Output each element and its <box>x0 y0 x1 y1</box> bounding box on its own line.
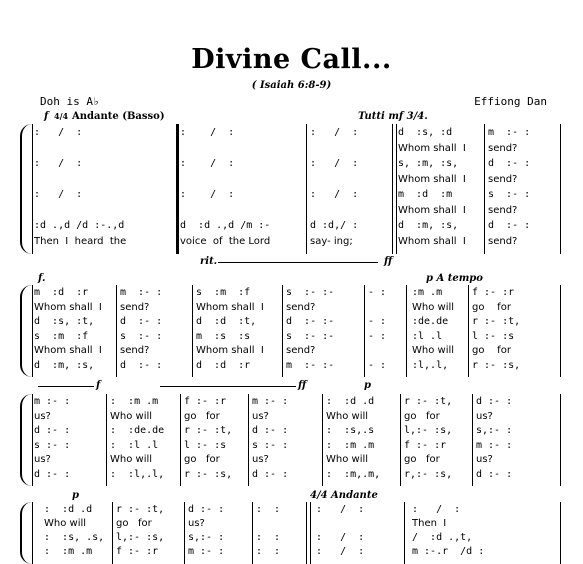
lyric-cell: say- ing; <box>310 235 353 247</box>
solfa-cell: d :- : <box>120 316 163 327</box>
solfa-row <box>20 504 563 517</box>
solfa-cell: : :d .d <box>44 504 93 515</box>
solfa-cell: - : <box>368 330 387 342</box>
lyric-cell: go for <box>184 410 220 422</box>
solfa-cell: : :l,.l, <box>110 468 165 480</box>
solfa-cell: m :- : <box>34 396 71 407</box>
solfa-cell: r,:- :s, <box>404 468 453 480</box>
lyric-cell: send? <box>488 204 518 216</box>
lyric-cell: Who will <box>326 454 369 465</box>
solfa-cell: : :d .d <box>326 396 375 407</box>
solfa-cell: d :- : <box>476 396 513 407</box>
lyric-cell: Whom shall I <box>34 301 102 313</box>
solfa-cell: : / : <box>316 546 365 557</box>
solfa-cell: : / : <box>180 158 235 169</box>
lyric-cell: Whom shall I <box>398 173 466 185</box>
lyric-cell: send? <box>120 345 150 356</box>
lyric-row <box>20 174 563 187</box>
solfa-cell: d :- : <box>252 468 289 480</box>
solfa-cell: d :m, :s, <box>398 220 459 231</box>
solfa-cell: s :m :f <box>196 287 251 298</box>
solfa-cell: : / : <box>34 189 83 200</box>
lyric-row <box>20 143 563 156</box>
solfa-cell: d :- : <box>34 468 71 480</box>
solfa-cell: r :- :t, <box>116 504 165 515</box>
lyric-cell: Whom shall I <box>398 204 466 216</box>
solfa-cell: f :- :r <box>404 439 447 451</box>
solfa-row <box>20 287 563 300</box>
music-system-1 <box>20 124 563 254</box>
solfa-cell: d :- : <box>476 468 513 480</box>
lyric-cell: Who will <box>110 410 153 422</box>
lyric-row <box>20 411 563 424</box>
lyric-cell: go for <box>404 410 440 422</box>
solfa-cell: m :s :s <box>196 330 251 342</box>
solfa-cell: s,:- : <box>188 532 225 543</box>
solfa-cell: : :s,.s <box>326 425 375 436</box>
lyric-cell: us? <box>252 410 269 422</box>
dynamic-piano: p <box>364 380 371 391</box>
solfa-cell: s :- : <box>120 330 163 342</box>
dynamic-piano-2: p <box>72 490 79 501</box>
solfa-cell: r :- :t, <box>404 396 453 407</box>
solfa-row <box>20 440 563 453</box>
solfa-cell: - : <box>368 316 387 327</box>
lyric-cell: go for <box>404 454 440 465</box>
solfa-cell: d :d .,d /m :- <box>180 220 271 231</box>
lyric-row <box>20 518 563 531</box>
solfa-row <box>20 546 563 559</box>
solfa-cell: m :- : <box>488 127 531 138</box>
solfa-cell: :l .l <box>412 330 443 342</box>
dynamic-ff: ff <box>384 256 393 267</box>
solfa-row <box>20 220 563 233</box>
solfa-cell: l,:- :s, <box>116 532 165 543</box>
lyric-cell: send? <box>488 142 518 154</box>
solfa-cell: : : <box>256 546 281 557</box>
dynamic-forte-2: f. <box>38 273 46 284</box>
solfa-cell: r :- :t, <box>472 316 521 327</box>
dynamic-ff-2: ff <box>298 380 307 391</box>
solfa-cell: : :m .m <box>326 439 375 451</box>
lyric-cell: Who will <box>44 518 87 529</box>
lyric-cell: Who will <box>412 301 455 313</box>
tutti-marking: Tutti mf 3/4. <box>358 111 428 122</box>
lyric-cell: Who will <box>326 410 369 422</box>
solfa-cell: m :- : <box>476 439 513 451</box>
solfa-row <box>20 158 563 171</box>
lyric-cell: send? <box>488 173 518 185</box>
solfa-cell: s, :m, :s, <box>398 158 459 169</box>
time-signature: 4/4 <box>54 111 69 121</box>
lyric-cell: us? <box>476 410 493 422</box>
solfa-row <box>20 360 563 373</box>
lyric-row <box>20 454 563 467</box>
lyric-cell: go for <box>472 301 511 313</box>
music-system-4 <box>20 502 563 564</box>
solfa-cell: : :l .l <box>110 439 159 451</box>
lyric-cell: Who will <box>110 454 153 465</box>
solfa-cell: m :- : <box>188 546 225 557</box>
lyric-cell: Who will <box>412 345 455 356</box>
solfa-cell: s :- : <box>34 439 71 451</box>
solfa-cell: r :- :t, <box>184 425 233 436</box>
solfa-cell: d :- : <box>120 359 163 371</box>
solfa-cell: l,:- :s, <box>404 425 453 436</box>
solfa-cell: d :s, :d <box>398 127 453 138</box>
solfa-cell: m :- : <box>120 287 163 298</box>
song-title: Divine Call... <box>191 44 392 75</box>
solfa-cell: : :m .m <box>44 546 93 557</box>
solfa-cell: m :- :- <box>286 359 335 371</box>
solfa-cell: : : <box>256 532 281 543</box>
solfa-row <box>20 127 563 140</box>
dynamic-forte: f <box>44 111 49 122</box>
lyric-cell: send? <box>286 345 316 356</box>
solfa-cell: d :d :t, <box>196 316 257 327</box>
lyric-cell: us? <box>188 518 205 529</box>
music-system-3 <box>20 394 563 486</box>
solfa-cell: m :d :m <box>398 189 453 200</box>
solfa-cell: / :d .,t, <box>412 532 473 543</box>
solfa-cell: d :m, :s, <box>34 359 95 371</box>
lyric-cell: Then I heard the <box>34 235 127 247</box>
solfa-row <box>20 396 563 409</box>
lyric-cell: go for <box>184 454 220 465</box>
lyric-cell: us? <box>34 454 51 465</box>
solfa-cell: s :- :- <box>286 287 335 298</box>
solfa-cell: :de.de <box>412 316 449 327</box>
composer-name: Effiong Dan <box>474 95 547 108</box>
solfa-cell: : / : <box>316 532 365 543</box>
solfa-cell: m :-.r /d : <box>412 546 485 557</box>
solfa-cell: d :- : <box>488 220 531 231</box>
solfa-cell: : : <box>256 504 281 515</box>
solfa-row <box>20 532 563 545</box>
solfa-cell: l :- :s <box>184 439 227 451</box>
solfa-cell: d :- : <box>488 158 531 169</box>
solfa-row <box>20 189 563 202</box>
andante-marking: 4/4 Andante <box>310 490 378 501</box>
hairpin-line <box>218 262 378 263</box>
lyric-row <box>20 236 563 249</box>
lyric-cell: send? <box>286 301 316 313</box>
lyric-row <box>20 345 563 358</box>
lyric-cell: Whom shall I <box>196 301 264 313</box>
solfa-cell: : / : <box>310 127 359 138</box>
solfa-row <box>20 469 563 482</box>
ritardando-marking: rit. <box>200 256 218 267</box>
solfa-cell: : / : <box>180 127 235 138</box>
solfa-cell: s :- : <box>252 439 289 451</box>
solfa-cell: : :m,.m, <box>326 468 381 480</box>
solfa-cell: f :- :r <box>116 546 159 557</box>
tempo-marking: Andante (Basso) <box>72 111 165 122</box>
solfa-cell: : / : <box>34 158 83 169</box>
dynamic-forte-3: f <box>96 380 101 391</box>
lyric-cell: Whom shall I <box>34 345 102 356</box>
solfa-cell: d :s, :t, <box>34 316 95 327</box>
solfa-cell: r :- :s, <box>472 359 521 371</box>
lyric-cell: go for <box>116 518 152 529</box>
solfa-row <box>20 425 563 438</box>
solfa-cell: m :d :r <box>34 287 89 298</box>
solfa-cell: d :- : <box>252 425 289 436</box>
solfa-cell: d :d,/ : <box>310 220 359 231</box>
solfa-cell: f :- :r <box>184 396 227 407</box>
solfa-cell: d :- : <box>188 504 225 515</box>
solfa-row <box>20 316 563 329</box>
lyric-row <box>20 205 563 218</box>
solfa-cell: d :- : <box>34 425 71 436</box>
scripture-reference: ( Isaiah 6:8-9) <box>251 80 332 91</box>
lyric-cell: us? <box>476 454 493 465</box>
music-system-2 <box>20 285 563 377</box>
solfa-cell: :d .,d /d :-.,d <box>34 220 125 231</box>
lyric-cell: go for <box>472 345 511 356</box>
lyric-cell: us? <box>252 454 269 465</box>
solfa-cell: : :s, .s, <box>44 532 105 543</box>
lyric-cell: Whom shall I <box>398 235 466 247</box>
solfa-cell: m :- : <box>252 396 289 407</box>
a-tempo-marking: p A tempo <box>426 273 483 284</box>
solfa-row <box>20 331 563 344</box>
solfa-cell: : / : <box>34 127 83 138</box>
lyric-cell: voice of the Lord <box>180 235 271 247</box>
solfa-cell: :l,.l, <box>412 359 449 371</box>
solfa-cell: - : <box>368 359 387 371</box>
solfa-cell: : :de.de <box>110 425 165 436</box>
lyric-row <box>20 302 563 315</box>
key-signature: Doh is A♭ <box>40 95 100 108</box>
solfa-cell: : / : <box>412 504 461 515</box>
solfa-cell: s :m :f <box>34 330 89 342</box>
solfa-cell: - : <box>368 287 387 298</box>
lyric-cell: Then I <box>412 518 447 529</box>
hairpin-line-2 <box>38 386 94 387</box>
solfa-cell: : / : <box>310 189 359 200</box>
hairpin-line-3 <box>160 386 296 387</box>
lyric-cell: us? <box>34 410 51 422</box>
solfa-cell: : / : <box>180 189 235 200</box>
lyric-cell: Whom shall I <box>398 142 466 154</box>
solfa-cell: f :- :r <box>472 287 515 298</box>
solfa-cell: l :- :s <box>472 330 515 342</box>
solfa-cell: s :- :- <box>286 330 335 342</box>
solfa-cell: :m .m <box>412 287 443 298</box>
solfa-cell: r :- :s, <box>184 468 233 480</box>
solfa-cell: : :m .m <box>110 396 159 407</box>
solfa-cell: s,:- : <box>476 425 513 436</box>
solfa-cell: : / : <box>316 504 365 515</box>
lyric-cell: send? <box>120 301 150 313</box>
solfa-cell: s :- : <box>488 189 531 200</box>
lyric-cell: send? <box>488 235 518 247</box>
solfa-cell: d :- :- <box>286 316 335 327</box>
lyric-cell: Whom shall I <box>196 345 264 356</box>
solfa-cell: : / : <box>310 158 359 169</box>
solfa-cell: d :d :r <box>196 359 251 371</box>
